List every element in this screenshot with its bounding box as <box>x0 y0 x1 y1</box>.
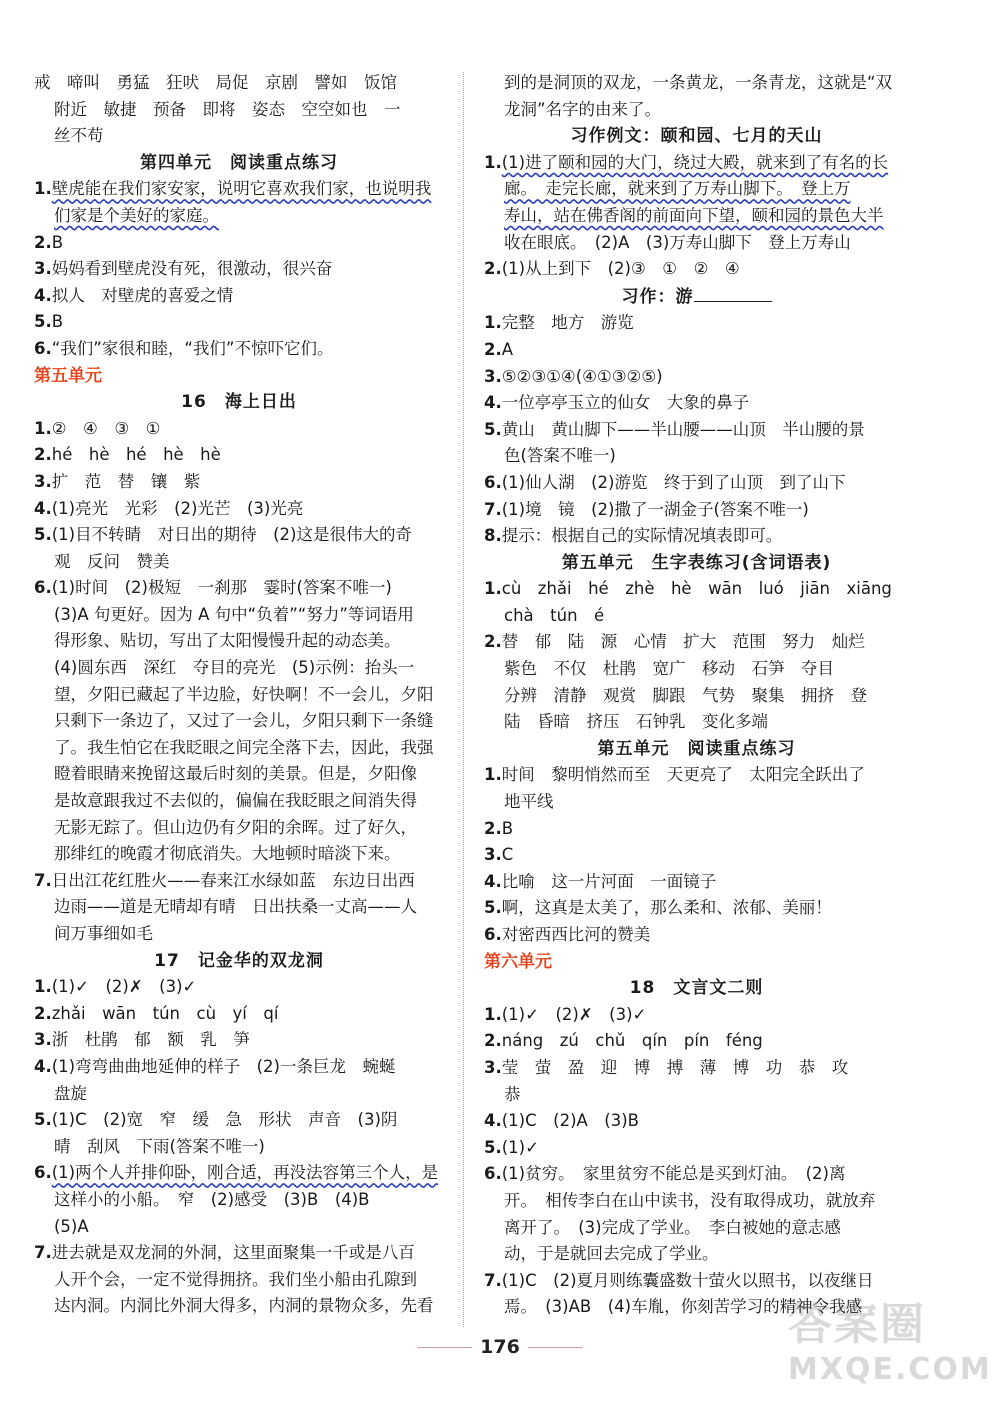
line-text: 16 海上日出 <box>181 392 297 413</box>
line-text: 18 文言文二则 <box>629 978 764 999</box>
question-number: 2. <box>484 632 502 652</box>
answer-line <box>34 1187 444 1214</box>
line-text: 了。我生怕它在我眨眼之间完全落下去，因此，我强 <box>54 737 434 757</box>
section-heading <box>484 736 909 763</box>
answer-line <box>34 336 444 363</box>
question-number: 1. <box>34 418 52 438</box>
line-text: 这样小的小船。 窄 (2)感受 (3)B (4)B <box>54 1189 370 1209</box>
unit-heading <box>484 949 909 976</box>
answer-line <box>34 868 444 895</box>
line-text: 们家是个美好的家庭。 <box>54 205 219 225</box>
section-heading <box>34 389 444 416</box>
answer-line <box>34 575 444 602</box>
left-column <box>34 70 444 1320</box>
line-text: 人开个会，一定不觉得拥挤。我们坐小船由孔隙到 <box>54 1269 417 1289</box>
answer-line <box>484 922 909 949</box>
line-text: (1)✓ (2)✗ (3)✓ <box>51 977 197 997</box>
answer-line <box>34 442 444 469</box>
line-text: (4)圆东西 深红 夺目的亮光 (5)示例：抬头一 <box>54 658 415 678</box>
line-text: (1)时间 (2)极短 一刹那 霎时(答案不唯一) <box>51 578 392 598</box>
question-number: 7. <box>484 1270 502 1290</box>
fill-in-blank <box>694 283 772 302</box>
answer-line <box>34 1240 444 1267</box>
answer-line <box>484 1161 909 1188</box>
question-number: 5. <box>484 1137 502 1157</box>
line-text: 第五单元 <box>34 365 102 386</box>
answer-line <box>484 656 909 683</box>
line-text: 日出江花红胜火——春来江水绿如蓝 东边日出西 <box>51 870 415 890</box>
line-text: B <box>501 818 514 838</box>
answer-line <box>484 816 909 843</box>
question-number: 5. <box>484 898 502 918</box>
line-text: 完整 地方 游览 <box>501 313 634 333</box>
line-text: 盘旋 <box>54 1083 87 1103</box>
question-number: 2. <box>484 339 502 359</box>
answer-line <box>34 1160 444 1187</box>
line-text: 妈妈看到壁虎没有死，很激动，很兴奋 <box>51 259 333 279</box>
question-number: 2. <box>484 1031 502 1051</box>
line-text: (1)两个人并排仰卧，刚合适，再没法容第三个人，是 <box>51 1163 439 1183</box>
line-text: (1)弯弯曲曲地延伸的样子 (2)一条巨龙 蜿蜒 <box>51 1056 396 1076</box>
line-text: 边雨——道是无晴却有晴 日出扶桑一丈高——人 <box>54 897 417 917</box>
line-text: 开。 相传李白在山中读书，没有取得成功，就放弃 <box>504 1190 876 1210</box>
answer-line <box>34 1081 444 1108</box>
answer-line <box>34 602 444 629</box>
question-number: 5. <box>34 525 52 545</box>
question-number: 6. <box>484 925 502 944</box>
line-text: C <box>501 845 514 865</box>
answer-line <box>34 761 444 788</box>
line-text: 得形象、贴切，写出了太阳慢慢升起的动态美。 <box>54 631 401 651</box>
line-text: 拟人 对壁虎的喜爱之情 <box>51 285 234 305</box>
answer-line <box>484 150 909 177</box>
line-text: 那绯红的晚霞才彻底消失。大地顿时暗淡下来。 <box>54 844 401 864</box>
line-text: 只剩下一条边了，又过了一会儿，夕阳只剩下一条缝 <box>54 711 434 731</box>
line-text: 恭 <box>504 1084 521 1104</box>
question-number: 6. <box>34 1163 52 1183</box>
line-text: 戒 啼叫 勇猛 狂吠 局促 京剧 譬如 饭馆 <box>34 73 397 92</box>
answer-line <box>484 417 909 444</box>
answer-line <box>34 1293 444 1320</box>
line-text: 焉。 (3)AB (4)车胤，你刻苦学习的精神令我感 <box>504 1297 863 1317</box>
section-heading <box>484 550 909 577</box>
answer-line <box>34 309 444 336</box>
line-text: 紫色 不仅 杜鹃 宽广 移动 石笋 夺目 <box>504 659 834 679</box>
line-text: 观 反问 赞美 <box>54 551 170 571</box>
answer-line <box>34 496 444 523</box>
line-text: 替 郁 陆 源 心情 扩大 范围 努力 灿烂 <box>501 632 865 652</box>
line-text: 浙 杜鹃 郁 额 乳 笋 <box>51 1030 250 1050</box>
answer-line <box>484 1108 909 1135</box>
answer-line <box>34 97 444 124</box>
line-text: (1)C (2)宽 窄 缓 急 形状 声音 (3)阴 <box>51 1110 398 1130</box>
line-text: B <box>51 232 64 252</box>
column-divider <box>463 72 464 1327</box>
question-number: 1. <box>34 977 52 997</box>
line-text: 地平线 <box>504 792 554 812</box>
line-text: A <box>501 339 514 359</box>
question-number: 3. <box>484 1057 502 1077</box>
question-number: 6. <box>484 472 502 492</box>
section-heading <box>484 975 909 1002</box>
line-text: 达内洞。内洞比外洞大得多，内洞的景物众多，先看 <box>54 1296 434 1316</box>
answer-line <box>34 682 444 709</box>
answer-line <box>484 1028 909 1055</box>
answer-line <box>34 256 444 283</box>
line-text: ② ④ ③ ① <box>51 418 161 438</box>
line-text: 到的是洞顶的双龙，一条黄龙，一条青龙，这就是“双 <box>504 73 893 92</box>
line-text: 提示：根据自己的实际情况填表即可。 <box>501 526 783 546</box>
line-text: 廊。 走完长廊，就来到了万寿山脚下。 登上万 <box>504 179 851 199</box>
line-text: (3)A 句更好。因为 A 句中“负着”“努力”等词语用 <box>54 604 414 624</box>
line-text: 一位亭亭玉立的仙女 大象的鼻子 <box>501 393 750 413</box>
question-number: 2. <box>34 445 52 465</box>
answer-line <box>34 628 444 655</box>
question-number: 1. <box>484 313 502 333</box>
section-heading <box>484 123 909 150</box>
question-number: 1. <box>484 765 502 785</box>
question-number: 3. <box>34 259 52 279</box>
question-number: 8. <box>484 526 502 546</box>
line-text: 第五单元 阅读重点练习 <box>597 738 796 759</box>
answer-line <box>484 337 909 364</box>
answer-line <box>34 1001 444 1028</box>
line-text: (1)C (2)夏月则练囊盛数十萤火以照书，以夜继日 <box>501 1270 874 1290</box>
line-text: “我们”家很和睦，“我们”不惊吓它们。 <box>51 338 334 358</box>
line-text: 望，夕阳已藏起了半边脸，好快啊！不一会儿，夕阳 <box>54 684 434 704</box>
line-text: 比喻 这一片河面 一面镜子 <box>501 871 717 891</box>
question-number: 2. <box>484 818 502 838</box>
line-text: 第五单元 生字表练习(含词语表) <box>561 552 832 573</box>
line-text: 无影无踪了。但山边仍有夕阳的余晖。过了好久， <box>54 817 417 837</box>
line-text: ⑤②③①④(④①③②⑤) <box>501 366 663 386</box>
answer-line <box>34 921 444 948</box>
answer-line <box>34 230 444 257</box>
answer-line <box>34 416 444 443</box>
line-text: náng zú chǔ qín pín féng <box>501 1031 763 1051</box>
answer-line <box>484 97 909 124</box>
answer-line <box>34 894 444 921</box>
line-text: 17 记金华的双龙洞 <box>154 950 324 971</box>
question-number: 1. <box>34 179 52 199</box>
answer-line <box>34 708 444 735</box>
line-text: 对密西西比河的赞美 <box>501 925 651 944</box>
answer-line <box>484 256 909 283</box>
answer-line <box>34 1134 444 1161</box>
question-number: 2. <box>34 1003 52 1023</box>
answer-line <box>484 603 909 630</box>
line-text: 丝不苟 <box>54 126 104 146</box>
question-number: 4. <box>34 285 52 305</box>
right-column <box>484 70 909 1321</box>
line-text: B <box>51 312 64 332</box>
question-number: 7. <box>34 1243 52 1263</box>
question-number: 4. <box>484 1111 502 1131</box>
answer-line <box>484 895 909 922</box>
answer-line <box>34 70 444 97</box>
line-text: (1)C (2)A (3)B <box>501 1111 639 1131</box>
question-number: 5. <box>34 312 52 332</box>
line-text: 离开了。 (3)完成了学业。 李白被她的意志感 <box>504 1217 841 1237</box>
line-text: 附近 敏捷 预备 即将 姿态 空空如也 一 <box>54 99 401 119</box>
page-number-rule-left <box>417 1347 472 1348</box>
line-text: 瞪着眼睛来挽留这最后时刻的美景。但是，夕阳像 <box>54 764 417 784</box>
answer-line <box>34 283 444 310</box>
answer-line <box>34 735 444 762</box>
question-number: 2. <box>34 232 52 252</box>
line-text: 莹 萤 盈 迎 博 搏 薄 博 功 恭 攻 <box>501 1057 849 1077</box>
line-text: hé hè hé hè hè <box>51 445 221 465</box>
question-number: 1. <box>484 579 502 599</box>
question-number: 7. <box>484 499 502 519</box>
answer-line <box>34 815 444 842</box>
line-text: 分辨 清静 观赏 脚跟 气势 聚集 拥挤 登 <box>504 685 867 705</box>
line-text: 收在眼底。 (2)A (3)万寿山脚下 登上万寿山 <box>504 232 851 252</box>
answer-line <box>484 176 909 203</box>
line-text: 色(答案不唯一) <box>504 446 616 466</box>
answer-line <box>484 1082 909 1109</box>
line-text: 习作例文：颐和园、七月的天山 <box>570 126 823 147</box>
answer-line <box>34 176 444 203</box>
line-text: (1)仙人湖 (2)游览 终于到了山顶 到了山下 <box>501 472 846 492</box>
watermark-line2: MXQE.COM <box>788 1352 992 1387</box>
answer-line <box>34 1054 444 1081</box>
answer-line <box>484 869 909 896</box>
answer-line <box>484 497 909 524</box>
line-text: 壁虎能在我们家安家，说明它喜欢我们家，也说明我 <box>51 179 432 199</box>
answer-line <box>484 629 909 656</box>
line-text: (1)目不转睛 对日出的期待 (2)这是很伟大的奇 <box>51 525 412 545</box>
line-text: 晴 刮风 下雨(答案不唯一) <box>54 1136 265 1156</box>
question-number: 3. <box>484 366 502 386</box>
answer-line <box>34 655 444 682</box>
answer-line <box>484 1215 909 1242</box>
answer-line <box>34 974 444 1001</box>
answer-line <box>34 123 444 150</box>
line-text: 扩 范 替 镶 紫 <box>51 471 201 491</box>
question-number: 1. <box>484 152 502 172</box>
line-text: 习作：游 <box>621 286 694 307</box>
answer-line <box>34 1107 444 1134</box>
line-text: (1)✓ <box>501 1137 539 1157</box>
answer-line <box>34 469 444 496</box>
question-number: 4. <box>484 871 502 891</box>
line-text: 是故意跟我过不去似的，偏偏在我眨眼之间消失得 <box>54 791 417 811</box>
question-number: 4. <box>34 1056 52 1076</box>
answer-line <box>34 203 444 230</box>
answer-line <box>484 470 909 497</box>
answer-line <box>484 1055 909 1082</box>
answer-line <box>34 549 444 576</box>
answer-line <box>484 842 909 869</box>
answer-line <box>484 70 909 97</box>
line-text: 啊，这真是太美了，那么柔和、浓郁、美丽！ <box>501 898 832 918</box>
line-text: (1)从上到下 (2)③ ① ② ④ <box>501 259 740 279</box>
line-text: 动，于是就回去完成了学业。 <box>504 1244 719 1264</box>
answer-line <box>484 1241 909 1268</box>
line-text: 第六单元 <box>484 951 552 972</box>
line-text: 间万事细如毛 <box>54 924 153 943</box>
line-text: 龙洞”名字的由来了。 <box>504 99 662 119</box>
question-number: 6. <box>34 338 52 358</box>
answer-line <box>484 1188 909 1215</box>
question-number: 6. <box>484 1164 502 1184</box>
page-number: 176 <box>480 1336 520 1358</box>
answer-line <box>484 789 909 816</box>
answer-line <box>34 1267 444 1294</box>
answer-line <box>484 523 909 550</box>
answer-line <box>34 1027 444 1054</box>
answer-line <box>34 1214 444 1241</box>
answer-line <box>484 1002 909 1029</box>
question-number: 4. <box>34 498 52 518</box>
question-number: 5. <box>484 419 502 439</box>
section-heading <box>34 150 444 177</box>
answer-line <box>484 576 909 603</box>
line-text: 陆 昏暗 挤压 石钟乳 变化多端 <box>504 712 768 732</box>
question-number: 5. <box>34 1110 52 1130</box>
page-number-rule-right <box>528 1347 583 1348</box>
section-heading <box>34 948 444 975</box>
answer-line <box>484 683 909 710</box>
line-text: 时间 黎明悄然而至 天更亮了 太阳完全跃出了 <box>501 765 865 785</box>
watermark-logo <box>788 1288 992 1387</box>
line-text: (1)境 镜 (2)撒了一湖金子(答案不唯一) <box>501 499 809 519</box>
line-text: cù zhǎi hé zhè hè wān luó jiān xiāng <box>501 579 892 599</box>
question-number: 7. <box>34 870 52 890</box>
line-text: (1)贫穷。 家里贫穷不能总是买到灯油。 (2)离 <box>501 1164 846 1184</box>
answer-line <box>484 203 909 230</box>
line-text: 第四单元 阅读重点练习 <box>140 152 338 173</box>
line-text: (1)亮光 光彩 (2)光芒 (3)光亮 <box>51 498 304 518</box>
answer-line <box>484 443 909 470</box>
line-text: zhǎi wān tún cù yí qí <box>51 1003 279 1023</box>
question-number: 4. <box>484 393 502 413</box>
question-number: 3. <box>34 1030 52 1050</box>
section-heading <box>484 283 909 311</box>
line-text: 黄山 黄山脚下——半山腰——山顶 半山腰的景 <box>501 419 865 439</box>
answer-line <box>34 522 444 549</box>
answer-line <box>484 364 909 391</box>
line-text: 进去就是双龙洞的外洞，这里面聚集一千或是八百 <box>51 1243 415 1263</box>
line-text: (1)进了颐和园的大门，绕过大殿，就来到了有名的长 <box>501 152 889 172</box>
answer-line <box>34 841 444 868</box>
answer-line <box>484 230 909 257</box>
line-text: chà tún é <box>504 605 605 625</box>
line-text: (1)✓ (2)✗ (3)✓ <box>501 1004 647 1024</box>
answer-line <box>484 310 909 337</box>
question-number: 1. <box>484 1004 502 1024</box>
question-number: 6. <box>34 578 52 598</box>
watermark-line1: 答案圈 <box>788 1299 926 1350</box>
line-text: 寿山，站在佛香阁的前面向下望，颐和园的景色大半 <box>504 205 884 225</box>
line-text: (5)A <box>54 1216 89 1236</box>
answer-line <box>34 788 444 815</box>
answer-line <box>484 390 909 417</box>
question-number: 2. <box>484 259 502 279</box>
answer-line <box>484 1135 909 1162</box>
question-number: 3. <box>34 471 52 491</box>
question-number: 3. <box>484 845 502 865</box>
unit-heading <box>34 363 444 390</box>
answer-line <box>484 762 909 789</box>
answer-line <box>484 709 909 736</box>
